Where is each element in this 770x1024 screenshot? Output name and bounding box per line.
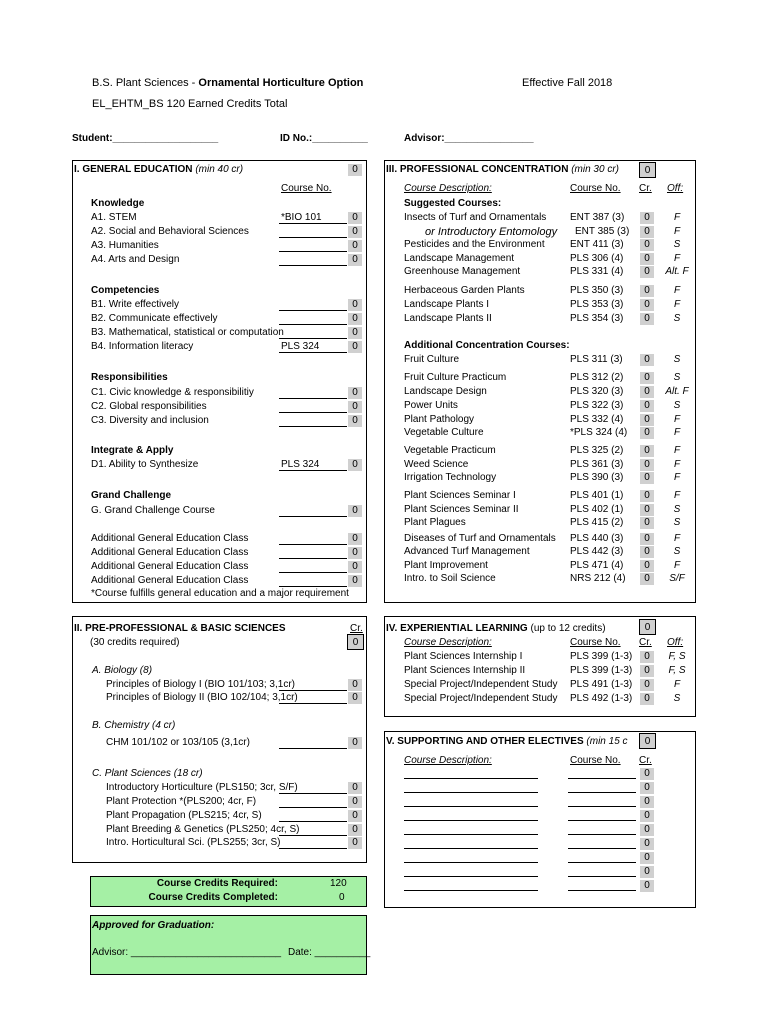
preprof-course-label: Intro. Horticultural Sci. (PLS255; 3cr, S) bbox=[106, 837, 281, 848]
prof-course-desc: Power Units bbox=[404, 400, 458, 411]
responsibilities-title: Responsibilities bbox=[91, 372, 168, 383]
course-input[interactable]: PLS 324 bbox=[281, 341, 320, 352]
prof-offered: F bbox=[673, 253, 681, 264]
prof-offered: S bbox=[673, 372, 681, 383]
elective-no-input[interactable] bbox=[568, 876, 636, 877]
gen-ed-title-text: I. GENERAL EDUCATION bbox=[74, 164, 193, 175]
exp-course-desc: Special Project/Independent Study bbox=[404, 693, 558, 704]
prof-credit-cell: 0 bbox=[640, 239, 654, 251]
preprof-course-label: Introductory Horticulture (PLS150; 3cr, S/F) bbox=[106, 782, 298, 793]
prof-course-desc: Weed Science bbox=[404, 459, 469, 470]
course-underline bbox=[279, 352, 347, 353]
prof-course-desc: Plant Pathology bbox=[404, 414, 475, 425]
prof-offered: F bbox=[673, 533, 681, 544]
prof-col-no: Course No. bbox=[570, 183, 621, 194]
preprof-credit-cell: 0 bbox=[348, 782, 362, 794]
exp-col-cr: Cr. bbox=[639, 637, 652, 648]
gen-ed-label: A2. Social and Behavioral Sciences bbox=[91, 226, 249, 237]
program-title bbox=[92, 77, 363, 89]
prof-course-no: PLS 311 (3) bbox=[570, 354, 623, 365]
course-underline bbox=[279, 544, 347, 545]
prof-course-desc: Plant Sciences Seminar I bbox=[404, 490, 516, 501]
exp-credit-cell: 0 bbox=[640, 679, 654, 691]
course-underline bbox=[279, 398, 347, 399]
course-underline bbox=[279, 223, 347, 224]
credit-cell: 0 bbox=[348, 533, 362, 545]
experiential-title bbox=[386, 623, 606, 634]
elective-credit-cell: 0 bbox=[640, 838, 654, 850]
prof-course-desc: Greenhouse Management bbox=[404, 266, 521, 277]
prof-offered: F bbox=[673, 459, 681, 470]
additional-gen-ed-label: Additional General Education Class bbox=[91, 533, 249, 544]
credit-cell: 0 bbox=[348, 415, 362, 427]
course-underline bbox=[279, 558, 347, 559]
prof-course-desc: Intro. to Soil Science bbox=[404, 573, 496, 584]
elective-credit-cell: 0 bbox=[640, 810, 654, 822]
credit-cell: 0 bbox=[348, 401, 362, 413]
course-underline bbox=[279, 572, 347, 573]
additional-gen-ed-label: Additional General Education Class bbox=[91, 547, 249, 558]
credit-cell: 0 bbox=[348, 240, 362, 252]
preprof-course-label: Plant Propagation (PLS215; 4cr, S) bbox=[106, 810, 262, 821]
exp-course-desc: Plant Sciences Internship I bbox=[404, 651, 523, 662]
prof-course-desc: Pesticides and the Environment bbox=[404, 239, 545, 250]
additional-gen-ed-label: Additional General Education Class bbox=[91, 575, 249, 586]
prof-offered: F bbox=[673, 472, 681, 483]
additional-gen-ed-label: Additional General Education Class bbox=[91, 561, 249, 572]
gen-ed-label: B3. Mathematical, statistical or computation bbox=[91, 327, 284, 338]
prof-course-no: PLS 350 (3) bbox=[570, 285, 624, 296]
exp-course-no: PLS 399 (1-3) bbox=[570, 651, 633, 662]
prof-course-no: PLS 401 (1) bbox=[570, 490, 624, 501]
prof-course-desc: Plant Improvement bbox=[404, 560, 488, 571]
prof-course-desc: Herbaceous Garden Plants bbox=[404, 285, 525, 296]
prof-offered: F bbox=[673, 445, 681, 456]
preprof-credit-cell: 0 bbox=[348, 679, 362, 691]
prof-offered: F bbox=[673, 560, 681, 571]
gen-ed-label: B2. Communicate effectively bbox=[91, 313, 218, 324]
prof-subtitle: (min 30 cr) bbox=[571, 164, 619, 175]
elective-desc-input[interactable] bbox=[404, 806, 538, 807]
program-code: EL_EHTM_BS 120 Earned Credits Total bbox=[92, 98, 288, 110]
suggested-title: Suggested Courses: bbox=[404, 198, 502, 209]
preprof-course-label: CHM 101/102 or 103/105 (3,1cr) bbox=[106, 737, 250, 748]
prof-offered: S bbox=[673, 239, 681, 250]
preprof-credit-cell: 0 bbox=[348, 837, 362, 849]
prof-course-desc: Irrigation Technology bbox=[404, 472, 497, 483]
prof-credit-cell: 0 bbox=[640, 517, 654, 529]
student-field[interactable]: Student:___________________ bbox=[72, 133, 219, 144]
plant-title: C. Plant Sciences (18 cr) bbox=[92, 768, 203, 779]
preprof-credit-cell: 0 bbox=[348, 810, 362, 822]
prof-offered: F bbox=[673, 490, 681, 501]
prof-course-no: PLS 440 (3) bbox=[570, 533, 624, 544]
gen-ed-label: G. Grand Challenge Course bbox=[91, 505, 215, 516]
course-underline bbox=[279, 412, 347, 413]
grand-title: Grand Challenge bbox=[91, 490, 172, 501]
gen-ed-total: 0 bbox=[348, 164, 362, 176]
credit-cell: 0 bbox=[348, 547, 362, 559]
preprof-course-label: Plant Protection *(PLS200; 4cr, F) bbox=[106, 796, 257, 807]
prof-credit-cell: 0 bbox=[640, 226, 654, 238]
exp-offered: F, S bbox=[668, 651, 686, 662]
prof-credit-cell: 0 bbox=[640, 472, 654, 484]
prof-offered: F bbox=[673, 414, 681, 425]
elective-no-input[interactable] bbox=[568, 806, 636, 807]
preprof-underline bbox=[279, 835, 347, 836]
approval-advisor[interactable]: Advisor: ___________________________ bbox=[92, 947, 282, 958]
prof-offered: F bbox=[673, 226, 681, 237]
prof-course-no: PLS 312 (2) bbox=[570, 372, 624, 383]
electives-total: 0 bbox=[639, 733, 656, 749]
course-underline bbox=[279, 265, 347, 266]
credit-cell: 0 bbox=[348, 387, 362, 399]
chem-title: B. Chemistry (4 cr) bbox=[92, 720, 176, 731]
prof-total: 0 bbox=[639, 162, 656, 178]
prof-col-desc: Course Description: bbox=[404, 183, 492, 194]
preprof-credit-cell: 0 bbox=[348, 796, 362, 808]
prof-course-desc: Insects of Turf and Ornamentals bbox=[404, 212, 547, 223]
preprof-course-label: Principles of Biology II (BIO 102/104; 3,1cr) bbox=[106, 692, 298, 703]
id-field[interactable]: ID No.:__________ bbox=[280, 133, 368, 144]
course-underline bbox=[279, 310, 347, 311]
prof-course-desc: Vegetable Practicum bbox=[404, 445, 496, 456]
elective-desc-input[interactable] bbox=[404, 820, 538, 821]
prof-credit-cell: 0 bbox=[640, 400, 654, 412]
prof-credit-cell: 0 bbox=[640, 253, 654, 265]
prof-offered: S bbox=[673, 504, 681, 515]
prof-course-no: PLS 320 (3) bbox=[570, 386, 624, 397]
prof-credit-cell: 0 bbox=[640, 313, 654, 325]
elective-no-input[interactable] bbox=[568, 848, 636, 849]
exp-offered: F, S bbox=[668, 665, 686, 676]
credits-required-value: 120 bbox=[330, 878, 347, 889]
additional-title: Additional Concentration Courses: bbox=[404, 340, 570, 351]
exp-col-desc: Course Description: bbox=[404, 637, 492, 648]
prof-col-cr: Cr. bbox=[639, 183, 652, 194]
course-underline bbox=[279, 586, 347, 587]
option-name: Ornamental Horticulture Option bbox=[198, 77, 364, 89]
prof-credit-cell: 0 bbox=[640, 490, 654, 502]
prof-course-no: ENT 385 (3) bbox=[575, 226, 630, 237]
prof-course-no: PLS 471 (4) bbox=[570, 560, 624, 571]
exp-col-no: Course No. bbox=[570, 637, 621, 648]
elective-desc-input[interactable] bbox=[404, 890, 538, 891]
preprof-underline bbox=[279, 748, 347, 749]
preprof-underline bbox=[279, 848, 347, 849]
credit-cell: 0 bbox=[348, 254, 362, 266]
advisor-field[interactable]: Advisor:________________ bbox=[404, 133, 534, 144]
preprof-underline bbox=[279, 821, 347, 822]
prof-credit-cell: 0 bbox=[640, 354, 654, 366]
elective-no-input[interactable] bbox=[568, 820, 636, 821]
prof-credit-cell: 0 bbox=[640, 504, 654, 516]
exp-course-no: PLS 399 (1-3) bbox=[570, 665, 633, 676]
prof-credit-cell: 0 bbox=[640, 533, 654, 545]
credit-cell: 0 bbox=[348, 505, 362, 517]
gen-ed-label: B4. Information literacy bbox=[91, 341, 194, 352]
program-name: B.S. Plant Sciences - bbox=[92, 77, 199, 89]
course-underline bbox=[279, 516, 347, 517]
course-underline bbox=[279, 251, 347, 252]
prof-course-desc: or Introductory Entomology bbox=[425, 226, 558, 238]
elective-no-input[interactable] bbox=[568, 834, 636, 835]
prof-offered: S bbox=[673, 517, 681, 528]
prof-credit-cell: 0 bbox=[640, 546, 654, 558]
gen-ed-label: A1. STEM bbox=[91, 212, 137, 223]
prof-course-no: *PLS 324 (4) bbox=[570, 427, 628, 438]
prof-course-no: PLS 402 (1) bbox=[570, 504, 624, 515]
elective-credit-cell: 0 bbox=[640, 880, 654, 892]
credit-cell: 0 bbox=[348, 459, 362, 471]
prof-offered: S/F bbox=[669, 573, 685, 584]
preprof-cr-header: Cr. bbox=[350, 623, 363, 634]
exp-course-no: PLS 492 (1-3) bbox=[570, 693, 633, 704]
elective-no-input[interactable] bbox=[568, 792, 636, 793]
credit-cell: 0 bbox=[348, 313, 362, 325]
credit-cell: 0 bbox=[348, 575, 362, 587]
elective-no-input[interactable] bbox=[568, 890, 636, 891]
prof-course-desc: Landscape Plants I bbox=[404, 299, 490, 310]
elective-desc-input[interactable] bbox=[404, 848, 538, 849]
elec-col-cr: Cr. bbox=[639, 755, 652, 766]
preprof-underline bbox=[279, 793, 347, 794]
exp-credit-cell: 0 bbox=[640, 651, 654, 663]
credit-cell: 0 bbox=[348, 341, 362, 353]
preprof-underline bbox=[279, 703, 347, 704]
prof-course-no: NRS 212 (4) bbox=[570, 573, 626, 584]
prof-course-no: PLS 442 (3) bbox=[570, 546, 624, 557]
prof-course-desc: Fruit Culture bbox=[404, 354, 460, 365]
gen-ed-label: C2. Global responsibilities bbox=[91, 401, 207, 412]
elective-credit-cell: 0 bbox=[640, 866, 654, 878]
elective-credit-cell: 0 bbox=[640, 796, 654, 808]
preprof-underline bbox=[279, 690, 347, 691]
prof-credit-cell: 0 bbox=[640, 299, 654, 311]
elective-credit-cell: 0 bbox=[640, 768, 654, 780]
electives-subtitle: (min 15 c bbox=[586, 736, 628, 747]
credit-cell: 0 bbox=[348, 561, 362, 573]
prof-title-text: III. PROFESSIONAL CONCENTRATION bbox=[386, 164, 569, 175]
prof-credit-cell: 0 bbox=[640, 414, 654, 426]
prof-credit-cell: 0 bbox=[640, 372, 654, 384]
gen-ed-label: A3. Humanities bbox=[91, 240, 159, 251]
prof-course-no: PLS 306 (4) bbox=[570, 253, 624, 264]
prof-course-desc: Landscape Design bbox=[404, 386, 487, 397]
elective-desc-input[interactable] bbox=[404, 778, 538, 779]
prof-course-no: PLS 332 (4) bbox=[570, 414, 624, 425]
prof-course-desc: Diseases of Turf and Ornamentals bbox=[404, 533, 556, 544]
gen-ed-label: D1. Ability to Synthesize bbox=[91, 459, 199, 470]
prof-course-no: PLS 331 (4) bbox=[570, 266, 624, 277]
prof-credit-cell: 0 bbox=[640, 560, 654, 572]
credit-cell: 0 bbox=[348, 299, 362, 311]
preprof-credit-cell: 0 bbox=[348, 737, 362, 749]
prof-credit-cell: 0 bbox=[640, 386, 654, 398]
elective-no-input[interactable] bbox=[568, 778, 636, 779]
prof-credit-cell: 0 bbox=[640, 459, 654, 471]
elective-credit-cell: 0 bbox=[640, 782, 654, 794]
exp-credit-cell: 0 bbox=[640, 665, 654, 677]
prof-course-no: PLS 361 (3) bbox=[570, 459, 624, 470]
elective-no-input[interactable] bbox=[568, 862, 636, 863]
preprof-underline bbox=[279, 807, 347, 808]
experiential-total: 0 bbox=[639, 619, 656, 635]
approval-title: Approved for Graduation: bbox=[92, 920, 215, 931]
prof-course-desc: Landscape Plants II bbox=[404, 313, 492, 324]
prof-offered: S bbox=[673, 400, 681, 411]
preprof-credit-cell: 0 bbox=[348, 692, 362, 704]
credit-cell: 0 bbox=[348, 226, 362, 238]
course-underline bbox=[279, 338, 347, 339]
gen-ed-label: A4. Arts and Design bbox=[91, 254, 180, 265]
prof-offered: F bbox=[673, 427, 681, 438]
exp-course-no: PLS 491 (1-3) bbox=[570, 679, 633, 690]
integrate-title: Integrate & Apply bbox=[91, 445, 174, 456]
prof-credit-cell: 0 bbox=[640, 285, 654, 297]
preprof-subtitle: (30 credits required) bbox=[90, 637, 180, 648]
elective-credit-cell: 0 bbox=[640, 824, 654, 836]
prof-offered: F bbox=[673, 212, 681, 223]
prof-credit-cell: 0 bbox=[640, 266, 654, 278]
prof-course-desc: Landscape Management bbox=[404, 253, 515, 264]
electives-title bbox=[386, 736, 636, 747]
prof-offered: S bbox=[673, 354, 681, 365]
elective-credit-cell: 0 bbox=[640, 852, 654, 864]
electives-title-text: V. SUPPORTING AND OTHER ELECTIVES bbox=[386, 736, 584, 747]
preprof-course-label: Plant Breeding & Genetics (PLS250; 4cr, S) bbox=[106, 824, 300, 835]
credits-required-label: Course Credits Required: bbox=[156, 878, 278, 889]
prof-offered: S bbox=[673, 546, 681, 557]
prof-course-desc: Plant Sciences Seminar II bbox=[404, 504, 519, 515]
gen-ed-label: B1. Write effectively bbox=[91, 299, 179, 310]
exp-course-desc: Plant Sciences Internship II bbox=[404, 665, 526, 676]
course-no-header: Course No. bbox=[281, 183, 332, 194]
elective-desc-input[interactable] bbox=[404, 876, 538, 877]
preprof-total: 0 bbox=[347, 634, 364, 650]
prof-credit-cell: 0 bbox=[640, 212, 654, 224]
approval-date[interactable]: Date: __________ bbox=[288, 947, 371, 958]
gen-ed-title bbox=[74, 164, 243, 175]
exp-col-off: Off: bbox=[667, 637, 684, 648]
prof-course-desc: Plant Plagues bbox=[404, 517, 466, 528]
credit-cell: 0 bbox=[348, 327, 362, 339]
knowledge-title: Knowledge bbox=[91, 198, 145, 209]
elec-col-no: Course No. bbox=[570, 755, 621, 766]
prof-col-off: Off: bbox=[667, 183, 684, 194]
credit-cell: 0 bbox=[348, 212, 362, 224]
prof-course-no: PLS 322 (3) bbox=[570, 400, 624, 411]
prof-course-desc: Fruit Culture Practicum bbox=[404, 372, 507, 383]
preprof-credit-cell: 0 bbox=[348, 824, 362, 836]
elec-col-desc: Course Description: bbox=[404, 755, 492, 766]
prof-course-no: PLS 325 (2) bbox=[570, 445, 624, 456]
prof-offered: S bbox=[673, 313, 681, 324]
prof-course-no: PLS 354 (3) bbox=[570, 313, 624, 324]
competencies-title: Competencies bbox=[91, 285, 160, 296]
prof-title bbox=[386, 164, 619, 175]
experiential-subtitle: (up to 12 credits) bbox=[530, 623, 606, 634]
experiential-title-text: IV. EXPERIENTIAL LEARNING bbox=[386, 623, 528, 634]
course-underline bbox=[279, 237, 347, 238]
prof-course-desc: Vegetable Culture bbox=[404, 427, 484, 438]
prof-course-no: ENT 387 (3) bbox=[570, 212, 625, 223]
exp-offered: S bbox=[673, 693, 681, 704]
credits-completed-value: 0 bbox=[339, 892, 345, 903]
prof-course-no: PLS 353 (3) bbox=[570, 299, 624, 310]
prof-offered: F bbox=[673, 299, 681, 310]
course-underline bbox=[279, 470, 347, 471]
gen-ed-footnote: *Course fulfills general education and a major requirement bbox=[91, 588, 349, 599]
preprof-course-label: Principles of Biology I (BIO 101/103; 3,1cr) bbox=[106, 679, 295, 690]
prof-course-no: ENT 411 (3) bbox=[570, 239, 624, 250]
prof-offered: Alt. F bbox=[665, 266, 689, 277]
gen-ed-subtitle: (min 40 cr) bbox=[195, 164, 244, 175]
prof-course-no: PLS 390 (3) bbox=[570, 472, 624, 483]
course-input[interactable]: *BIO 101 bbox=[281, 212, 322, 223]
elective-desc-input[interactable] bbox=[404, 792, 538, 793]
exp-offered: F bbox=[673, 679, 681, 690]
prof-offered: Alt. F bbox=[665, 386, 689, 397]
exp-course-desc: Special Project/Independent Study bbox=[404, 679, 558, 690]
prof-credit-cell: 0 bbox=[640, 427, 654, 439]
elective-desc-input[interactable] bbox=[404, 834, 538, 835]
prof-course-desc: Advanced Turf Management bbox=[404, 546, 530, 557]
effective-date: Effective Fall 2018 bbox=[522, 77, 613, 89]
elective-desc-input[interactable] bbox=[404, 862, 538, 863]
credits-completed-label: Course Credits Completed: bbox=[148, 892, 278, 903]
prof-credit-cell: 0 bbox=[640, 573, 654, 585]
prof-course-no: PLS 415 (2) bbox=[570, 517, 624, 528]
prof-credit-cell: 0 bbox=[640, 445, 654, 457]
course-input[interactable]: PLS 324 bbox=[281, 459, 320, 470]
bio-title: A. Biology (8) bbox=[92, 665, 153, 676]
course-underline bbox=[279, 324, 347, 325]
prof-offered: F bbox=[673, 285, 681, 296]
exp-credit-cell: 0 bbox=[640, 693, 654, 705]
gen-ed-label: C1. Civic knowledge & responsibilitiy bbox=[91, 387, 254, 398]
gen-ed-label: C3. Diversity and inclusion bbox=[91, 415, 209, 426]
preprof-title: II. PRE-PROFESSIONAL & BASIC SCIENCES bbox=[74, 623, 286, 634]
course-underline bbox=[279, 426, 347, 427]
